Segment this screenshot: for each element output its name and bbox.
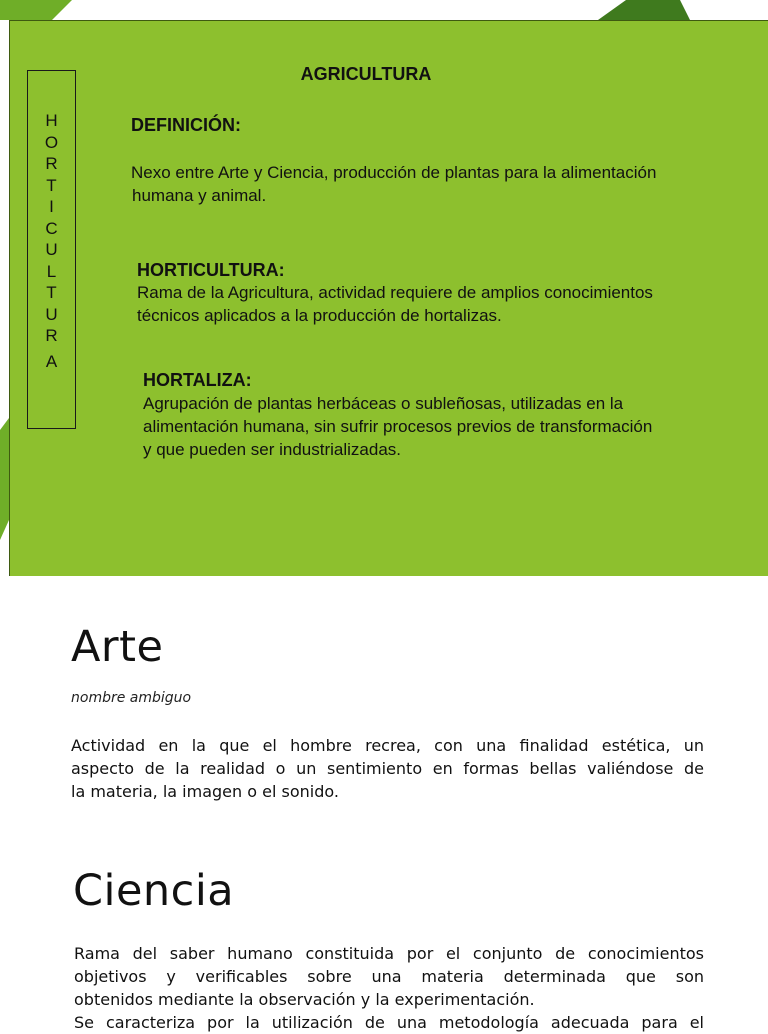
text-line: Se caracteriza por la utilización de una metodología adecuada para el [74, 1013, 704, 1032]
ciencia-title: Ciencia [73, 866, 235, 916]
arte-definition [71, 734, 704, 803]
text-line: la materia, la imagen o el sonido. [71, 782, 339, 801]
decor-top-left-shape [0, 0, 72, 20]
arte-title: Arte [71, 622, 164, 672]
text-line: aspecto de la realidad o un sentimiento en formas bellas valiéndose de [71, 759, 704, 778]
decor-left-sliver [0, 418, 9, 540]
vertical-letter: U [45, 304, 58, 324]
text-line: Agrupación de plantas herbáceas o subleñosas, utilizadas en la [143, 394, 624, 413]
definicion-heading: DEFINICIÓN: [131, 115, 241, 135]
text-line: obtenidos mediante la observación y la experimentación. [74, 990, 535, 1009]
horticultura-heading: HORTICULTURA: [137, 260, 285, 280]
text-line: objetivos y verificables sobre una materia determinada que son [74, 967, 704, 986]
vertical-label [27, 112, 76, 370]
vertical-letter: T [46, 175, 57, 195]
vertical-letter: C [45, 218, 58, 238]
vertical-letter: A [45, 351, 58, 371]
vertical-letter: R [45, 326, 58, 345]
definicion-text [131, 161, 656, 207]
vertical-letter: U [45, 240, 58, 259]
decor-top-right-gap [690, 0, 768, 20]
vertical-letter: T [46, 283, 57, 302]
text-line: Actividad en la que el hombre recrea, con una finalidad estética, un [71, 736, 704, 755]
vertical-letter: O [44, 132, 59, 152]
text-line: Nexo entre Arte y Ciencia, producción de plantas para la alimentación [131, 163, 657, 182]
text-line: Rama de la Agricultura, actividad requiere de amplios conocimientos [137, 283, 653, 302]
ciencia-definition [74, 942, 704, 1034]
hortaliza-heading: HORTALIZA: [143, 370, 252, 390]
text-line: técnicos aplicados a la producción de hortalizas. [137, 306, 502, 325]
vertical-letter: I [49, 197, 54, 216]
vertical-letter: H [45, 111, 58, 130]
decor-top-right-shape [598, 0, 690, 20]
hortaliza-text [143, 392, 652, 461]
text-line: y que pueden ser industrializadas. [143, 440, 401, 459]
text-line: humana y animal. [132, 186, 267, 205]
vertical-letter: L [46, 261, 57, 281]
arte-grammar-note: nombre ambiguo [71, 690, 192, 706]
slide-title: AGRICULTURA [300, 64, 432, 84]
text-line: alimentación humana, sin sufrir procesos previos de transformación [143, 417, 653, 436]
text-line: Rama del saber humano constituida por el conjunto de conocimientos [74, 944, 704, 963]
vertical-letter: R [45, 154, 58, 173]
horticultura-text [137, 281, 653, 327]
